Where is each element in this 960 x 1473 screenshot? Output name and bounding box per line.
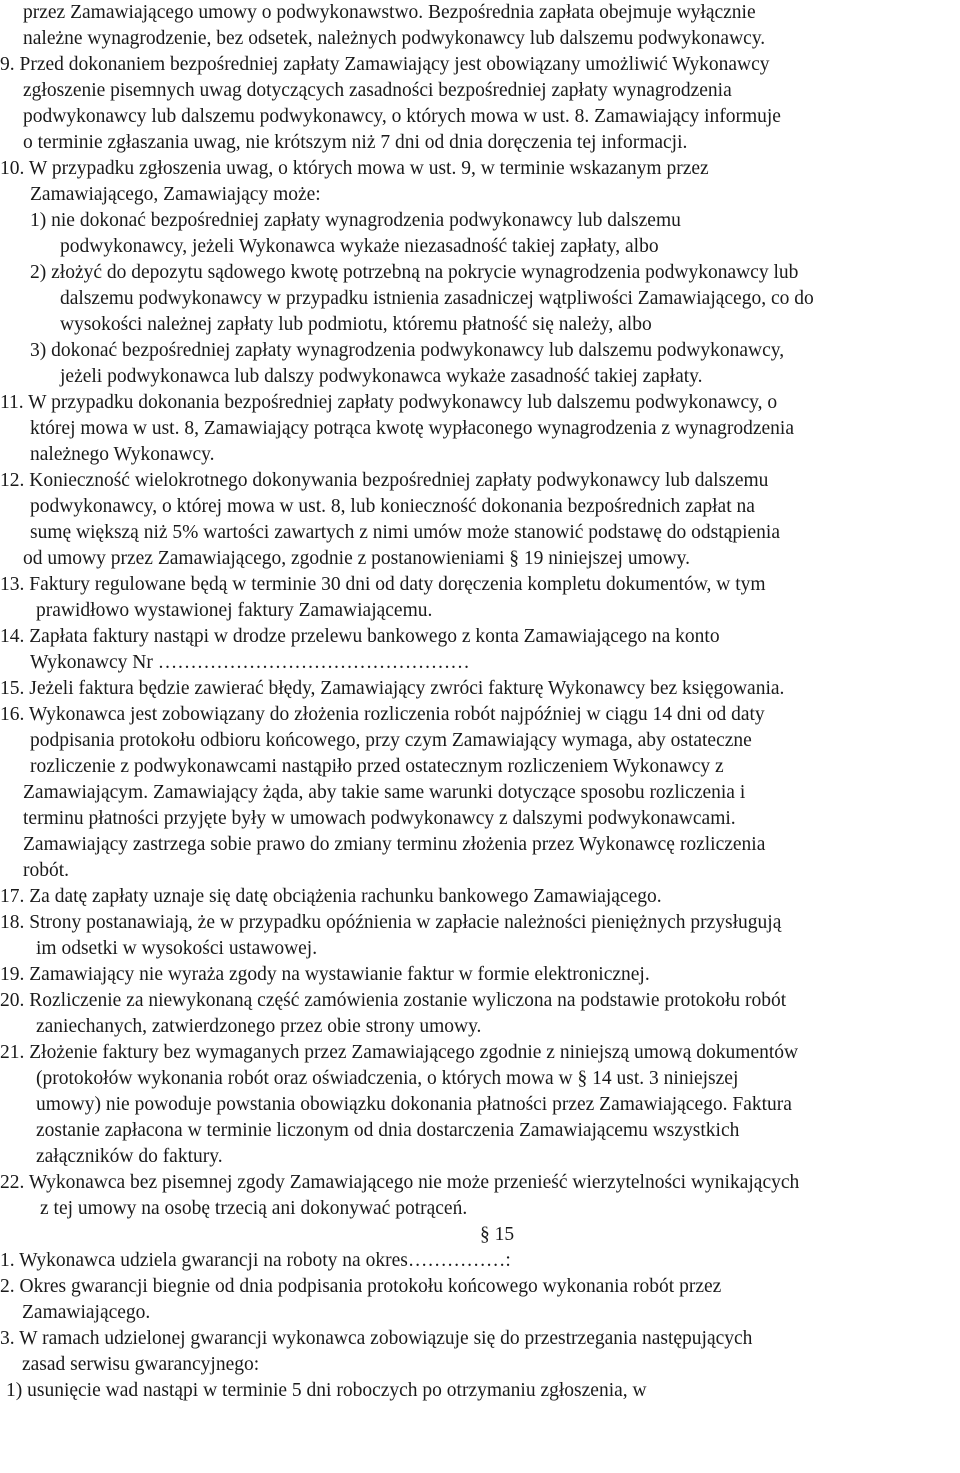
text-line: należnego Wykonawcy. [30, 444, 215, 465]
text-line: zgłoszenie pisemnych uwag dotyczących zasadności bezpośredniej zapłaty wynagrodzenia [23, 80, 732, 101]
text-line: robót. [23, 860, 70, 881]
text-line: 20. Rozliczenie za niewykonaną część zamówienia zostanie wyliczona na podstawie protokołu robót [0, 990, 787, 1011]
text-line: 17. Za datę zapłaty uznaje się datę obciążenia rachunku bankowego Zamawiającego. [0, 886, 662, 907]
text-line: Zamawiającym. Zamawiający żąda, aby takie same warunki dotyczące sposobu rozliczenia i [23, 782, 746, 803]
text-line: należne wynagrodzenie, bez odsetek, należnych podwykonawcy lub dalszemu podwykonawcy. [23, 28, 766, 49]
text-line: podwykonawcy, jeżeli Wykonawca wykaże niezasadność takiej zapłaty, albo [60, 236, 659, 257]
text-line: (protokołów wykonania robót oraz oświadczenia, o których mowa w § 14 ust. 3 niniejszej [36, 1068, 739, 1089]
text-line: podpisania protokołu odbioru końcowego, przy czym Zamawiający wymaga, aby ostateczne [30, 730, 752, 751]
text-line: prawidłowo wystawionej faktury Zamawiającemu. [36, 600, 433, 621]
text-line: 1. Wykonawca udziela gwarancji na roboty na okres……………: [0, 1250, 511, 1271]
text-line: której mowa w ust. 8, Zamawiający potrąca kwotę wypłaconego wynagrodzenia z wynagrodzenia [30, 418, 795, 439]
text-line: 21. Złożenie faktury bez wymaganych przez Zamawiającego zgodnie z niniejszą umową dokumentów [0, 1042, 799, 1063]
text-line: im odsetki w wysokości ustawowej. [36, 938, 318, 959]
text-line: zostanie zapłacona w terminie liczonym od dnia dostarczenia Zamawiającemu wszystkich [36, 1120, 740, 1141]
text-line: 22. Wykonawca bez pisemnej zgody Zamawiającego nie może przenieść wierzytelności wynikających [0, 1172, 800, 1193]
text-line: Zamawiającego. [22, 1302, 151, 1323]
text-line: dalszemu podwykonawcy w przypadku istnienia zasadniczej wątpliwości Zamawiającego, co do [60, 288, 814, 309]
text-line: wysokości należnej zapłaty lub podmiotu, któremu płatność się należy, albo [60, 314, 652, 335]
text-line: 9. Przed dokonaniem bezpośredniej zapłaty Zamawiający jest obowiązany umożliwić Wykonawcy [0, 54, 770, 75]
text-line: 3) dokonać bezpośredniej zapłaty wynagrodzenia podwykonawcy lub dalszemu podwykonawcy, [30, 340, 785, 361]
text-line: sumę większą niż 5% wartości zawartych z nimi umów może stanowić podstawę do odstąpienia [30, 522, 780, 543]
text-line: 19. Zamawiający nie wyraża zgody na wystawianie faktur w formie elektronicznej. [0, 964, 650, 985]
text-line: Wykonawcy Nr ………………………………………… [30, 652, 470, 673]
text-line: zaniechanych, zatwierdzonego przez obie strony umowy. [36, 1016, 482, 1037]
text-line: 15. Jeżeli faktura będzie zawierać błędy, Zamawiający zwróci fakturę Wykonawcy bez księgowania. [0, 678, 785, 699]
text-line: z tej umowy na osobę trzecią ani dokonywać potrąceń. [40, 1198, 468, 1219]
text-line: 16. Wykonawca jest zobowiązany do złożenia rozliczenia robót najpóźniej w ciągu 14 dni od daty [0, 704, 765, 725]
text-line: od umowy przez Zamawiającego, zgodnie z postanowieniami § 19 niniejszej umowy. [23, 548, 690, 569]
text-line: 10. W przypadku zgłoszenia uwag, o których mowa w ust. 9, w terminie wskazanym przez [0, 158, 709, 179]
text-line: 2) złożyć do depozytu sądowego kwotę potrzebną na pokrycie wynagrodzenia podwykonawcy lub [30, 262, 799, 283]
text-line: 14. Zapłata faktury nastąpi w drodze przelewu bankowego z konta Zamawiającego na konto [0, 626, 720, 647]
text-line: 11. W przypadku dokonania bezpośredniej zapłaty podwykonawcy lub dalszemu podwykonawcy, o [0, 392, 778, 413]
text-line: terminu płatności przyjęte były w umowach podwykonawcy z dalszymi podwykonawcami. [23, 808, 736, 829]
text-line: zasad serwisu gwarancyjnego: [22, 1354, 260, 1375]
text-line: 1) usunięcie wad nastąpi w terminie 5 dni roboczych po otrzymaniu zgłoszenia, w [6, 1380, 647, 1401]
text-line: umowy) nie powoduje powstania obowiązku dokonania płatności przez Zamawiającego. Faktura [36, 1094, 792, 1115]
text-line: Zamawiającego, Zamawiający może: [30, 184, 321, 205]
section-heading: § 15 [479, 1224, 515, 1245]
text-line: 2. Okres gwarancji biegnie od dnia podpisania protokołu końcowego wykonania robót przez [0, 1276, 722, 1297]
text-line: 12. Konieczność wielokrotnego dokonywania bezpośredniej zapłaty podwykonawcy lub dalszemu [0, 470, 769, 491]
text-line: Zamawiający zastrzega sobie prawo do zmiany terminu złożenia przez Wykonawcę rozliczenia [23, 834, 766, 855]
text-line: 13. Faktury regulowane będą w terminie 30 dni od daty doręczenia kompletu dokumentów, w tym [0, 574, 766, 595]
text-line: 1) nie dokonać bezpośredniej zapłaty wynagrodzenia podwykonawcy lub dalszemu [30, 210, 681, 231]
text-line: przez Zamawiającego umowy o podwykonawstwo. Bezpośrednia zapłata obejmuje wyłącznie [23, 2, 756, 23]
text-line: podwykonawcy, o której mowa w ust. 8, lub konieczność dokonania bezpośrednich zapłat na [30, 496, 755, 517]
text-line: załączników do faktury. [36, 1146, 223, 1167]
text-line: o terminie zgłaszania uwag, nie krótszym niż 7 dni od dnia doręczenia tej informacji. [23, 132, 688, 153]
text-line: 3. W ramach udzielonej gwarancji wykonawca zobowiązuje się do przestrzegania następujących [0, 1328, 753, 1349]
text-line: 18. Strony postanawiają, że w przypadku opóźnienia w zapłacie należności pieniężnych przysługują [0, 912, 782, 933]
text-line: podwykonawcy lub dalszemu podwykonawcy, o których mowa w ust. 8. Zamawiający informuje [23, 106, 781, 127]
text-line: rozliczenie z podwykonawcami nastąpiło przed ostatecznym rozliczeniem Wykonawcy z [30, 756, 724, 777]
text-line: jeżeli podwykonawca lub dalszy podwykonawca wykaże zasadność takiej zapłaty. [60, 366, 703, 387]
